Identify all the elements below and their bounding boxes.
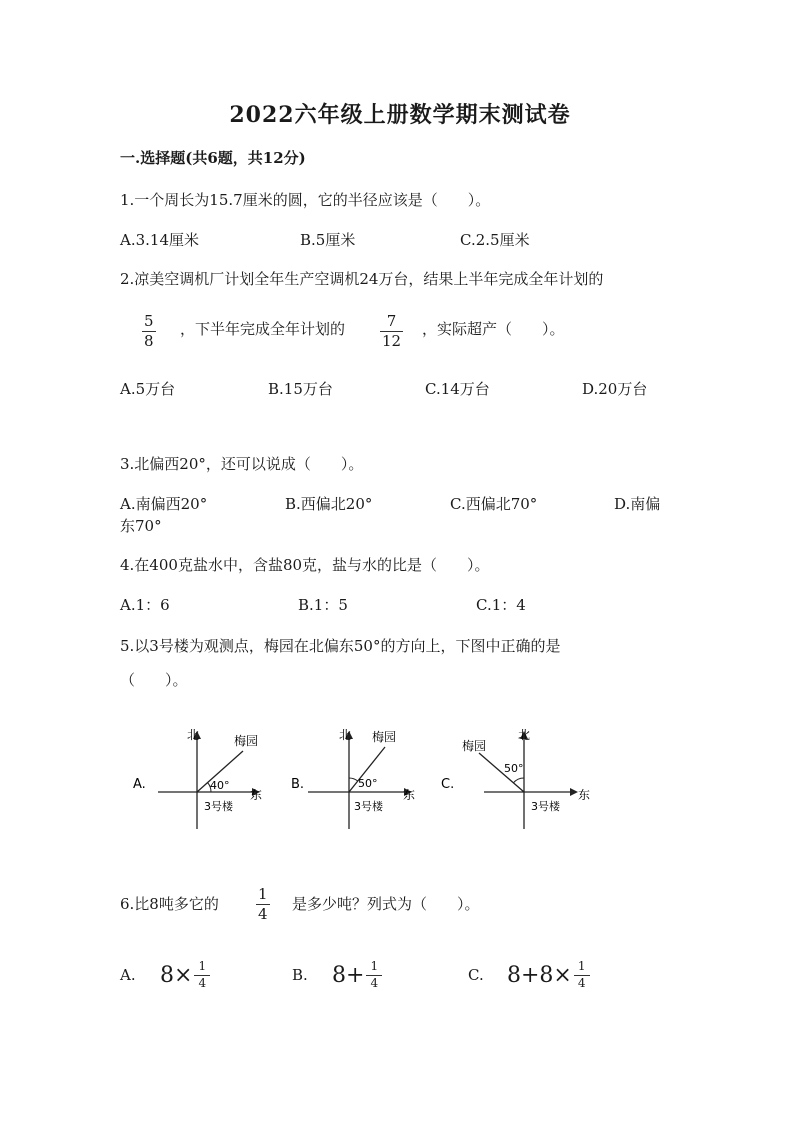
section-heading: 一.选择题(共6题，共12分) [120, 149, 306, 167]
q6-option-c-letter: C. [468, 966, 484, 984]
q3-option-b: B.西偏北20° [285, 495, 373, 513]
q2-middle-text: ，下半年完成全年计划的 [180, 320, 346, 338]
direction-figure-c [438, 725, 598, 830]
angle-label: 50° [504, 762, 524, 775]
building-label: 3号楼 [531, 800, 560, 813]
q1-option-b: B.5厘米 [300, 231, 356, 249]
plum-garden-label: 梅园 [234, 734, 259, 748]
q4-option-a: A.1：6 [120, 596, 170, 614]
expression-text: 8+ [332, 962, 365, 988]
q1-option-a: A.3.14厘米 [120, 231, 199, 249]
expression-fraction [576, 960, 588, 991]
q6-option-a-expression [160, 960, 208, 991]
q4-option-c: C.1：4 [476, 596, 526, 614]
figure-letter: B. [291, 777, 305, 792]
building-label: 3号楼 [354, 800, 383, 813]
fraction-denominator: 8 [144, 332, 154, 351]
q6-option-b-expression [332, 960, 380, 991]
q3-option-d: D.南偏 [614, 495, 661, 513]
q2-option-d: D.20万台 [582, 380, 648, 398]
expression-text: 8+8× [507, 962, 572, 988]
expression-fraction [196, 960, 208, 991]
question-1: 1.一个周长为15.7厘米的圆，它的半径应该是（ ）。 [120, 191, 491, 209]
fraction-numerator: 1 [370, 959, 379, 973]
direction-figure-a [130, 725, 285, 830]
east-label: 东 [578, 788, 591, 802]
figure-letter: C. [441, 777, 455, 792]
q6-option-c-expression [507, 960, 588, 991]
q6-option-a-letter: A. [120, 966, 136, 984]
angle-label: 50° [358, 777, 378, 790]
question-5-answer-blank: （ ）。 [120, 671, 188, 689]
direction-figure-b [288, 725, 438, 830]
question-4: 4.在400克盐水中，含盐80克，盐与水的比是（ ）。 [120, 556, 490, 574]
q2-tail-text: ，实际超产（ ）。 [422, 320, 565, 338]
q1-option-c: C.2.5厘米 [460, 231, 530, 249]
east-arrowhead [570, 788, 578, 796]
fraction-numerator: 1 [198, 959, 207, 973]
north-label: 北 [187, 728, 200, 742]
fraction-numerator: 1 [258, 885, 268, 903]
q2-option-c: C.14万台 [425, 380, 490, 398]
fraction-numerator: 5 [144, 312, 154, 330]
fraction-denominator: 4 [577, 975, 586, 990]
building-label: 3号楼 [204, 800, 233, 813]
question-5: 5.以3号楼为观测点，梅园在北偏东50°的方向上，下图中正确的是 [120, 637, 561, 655]
angle-label: 40° [210, 779, 230, 792]
expression-fraction [368, 960, 380, 991]
north-label: 北 [518, 728, 531, 742]
east-label: 东 [250, 788, 263, 802]
plum-garden-label: 梅园 [372, 730, 397, 744]
q3-option-a: A.南偏西20° [120, 495, 208, 513]
figure-letter: A. [133, 777, 146, 792]
q6-option-b-letter: B. [292, 966, 308, 984]
q6-fraction-1-4 [256, 886, 270, 924]
fraction-denominator: 4 [258, 905, 268, 924]
question-3: 3.北偏西20°，还可以说成（ ）。 [120, 455, 364, 473]
angle-arc [349, 778, 358, 781]
plum-garden-label: 梅园 [462, 739, 487, 753]
fraction-denominator: 12 [382, 332, 402, 351]
north-label: 北 [339, 728, 352, 742]
q3-option-d-continued: 东70° [120, 517, 162, 535]
q3-option-c: C.西偏北70° [450, 495, 538, 513]
page-title: 2022六年级上册数学期末测试卷 [229, 102, 571, 128]
east-label: 东 [403, 788, 416, 802]
angle-arc [513, 778, 524, 783]
fraction-numerator: 7 [386, 312, 397, 330]
q4-option-b: B.1：5 [298, 596, 348, 614]
q2-fraction-5-8 [142, 313, 156, 351]
fraction-denominator: 4 [198, 975, 207, 990]
expression-text: 8× [160, 962, 193, 988]
q2-option-b: B.15万台 [268, 380, 333, 398]
q2-option-a: A.5万台 [120, 380, 176, 398]
fraction-numerator: 1 [577, 959, 586, 973]
question-6-prefix: 6.比8吨多它的 [120, 895, 219, 913]
q2-fraction-7-12 [380, 313, 403, 351]
question-2: 2.凉美空调机厂计划全年生产空调机24万台，结果上半年完成全年计划的 [120, 270, 604, 288]
fraction-denominator: 4 [370, 975, 379, 990]
question-6-suffix: 是多少吨？列式为（ ）。 [292, 895, 480, 913]
